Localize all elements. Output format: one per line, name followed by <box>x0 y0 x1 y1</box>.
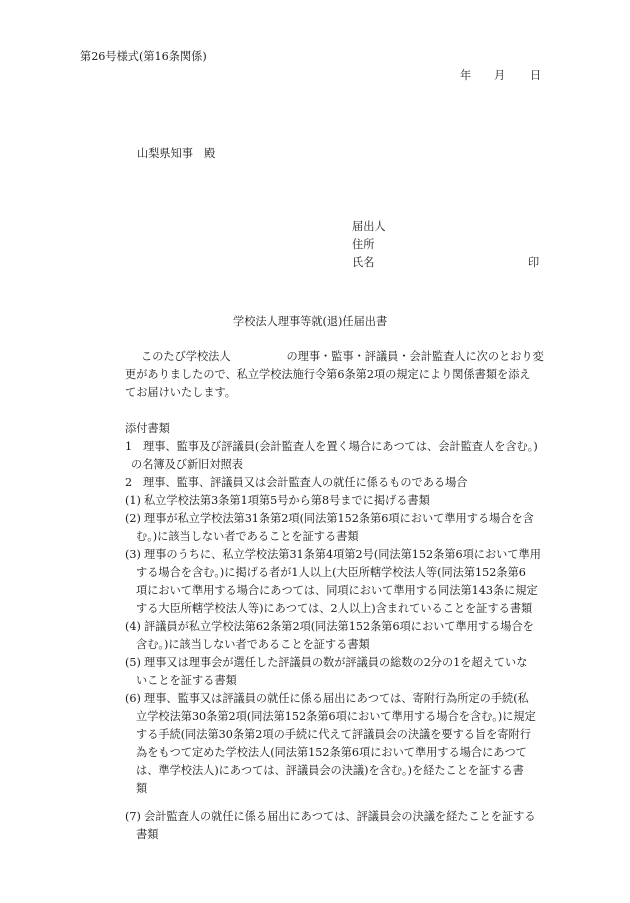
item-line: する大臣所轄学校法人等)にあつては、2人以上)含まれていることを証する書類 <box>136 602 533 615</box>
seal-mark: 印 <box>528 256 540 269</box>
item-line: する手続(同法第30条第2項の手続に代えて評議員会の決議を要する旨を寄附行 <box>136 728 531 741</box>
item-line: 理事のうちに、私立学校法第31条第4項第2号(同法第152条第6項において準用 <box>144 548 541 561</box>
item-line: いことを証する書類 <box>136 674 237 687</box>
item-line: は、準学校法人)にあつては、評議員会の決議)を含む。)を経たことを証する書 <box>136 764 524 777</box>
item-line: 立学校法第30条第2項(同法第152条第6項において準用する場合を含む。)に規定 <box>136 710 536 723</box>
item-line: 理事、監事及び評議員(会計監査人を置く場合にあつては、会計監査人を含む。) <box>143 440 538 453</box>
item-line: 私立学校法第3条第1項第5号から第8号までに掲げる書類 <box>144 494 430 507</box>
item-line: の名簿及び新旧対照表 <box>131 458 243 471</box>
submitter-label: 届出人 <box>352 220 386 233</box>
item-number: (5) <box>125 656 141 669</box>
body-line: 更がありましたので、私立学校法施行令第6条第2項の規定により関係書類を添え <box>125 368 531 381</box>
item-number: (4) <box>125 620 141 633</box>
item-line: 理事又は理事会が選任した評議員の数が評議員の総数の2分の1を超えていな <box>144 656 528 669</box>
item-number: (3) <box>125 548 141 561</box>
item-number: (2) <box>125 512 141 525</box>
item-line: 為をもつて定めた学校法人(同法第152条第6項において準用する場合にあつて <box>136 746 527 759</box>
item-line: 理事が私立学校法第31条第2項(同法第152条第6項において準用する場合を含 <box>144 512 534 525</box>
submitter-address: 住所 <box>352 238 375 251</box>
item-line: 理事、監事、評議員又は会計監査人の就任に係るものである場合 <box>143 476 468 489</box>
item-line: 会計監査人の就任に係る届出にあつては、評議員会の決議を経たことを証する <box>144 810 536 823</box>
date-day: 日 <box>530 69 542 82</box>
item-line: 類 <box>136 782 148 795</box>
item-line: 理事、監事又は評議員の就任に係る届出にあつては、寄附行為所定の手続(私 <box>144 692 529 705</box>
document-title: 学校法人理事等就(退)任届出書 <box>233 315 388 328</box>
item-number: (6) <box>125 692 141 705</box>
item-line: 書類 <box>136 828 159 841</box>
date-month: 月 <box>494 69 506 82</box>
item-number: (1) <box>125 494 141 507</box>
date-year: 年 <box>460 69 472 82</box>
body-line: てお届けいたします。 <box>125 386 236 399</box>
item-line: む。)に該当しない者であることを証する書類 <box>136 530 359 543</box>
item-line: 含む。)に該当しない者であることを証する書類 <box>136 638 370 651</box>
addressee: 山梨県知事 殿 <box>137 147 216 160</box>
date-line <box>460 67 542 85</box>
body-text <box>125 348 544 402</box>
item-line: 項において準用する場合にあつては、同項において準用する同法第143条に規定 <box>136 584 538 597</box>
form-number: 第26号様式(第16条関係) <box>80 50 207 63</box>
body-line: このたび学校法人 の理事・監事・評議員・会計監査人に次のとおり変 <box>141 350 544 363</box>
item-number: (7) <box>125 810 141 823</box>
attachments-heading: 添付書類 <box>125 422 170 435</box>
item-line: する場合を含む。)に掲げる者が1人以上(大臣所轄学校法人等(同法第152条第6 <box>136 566 526 579</box>
item-number: 2 <box>125 476 133 489</box>
submitter-name: 氏名 <box>352 256 375 269</box>
item-number: 1 <box>125 440 133 453</box>
item-line: 評議員が私立学校法第62条第2項(同法第152条第6項において準用する場合を <box>144 620 534 633</box>
